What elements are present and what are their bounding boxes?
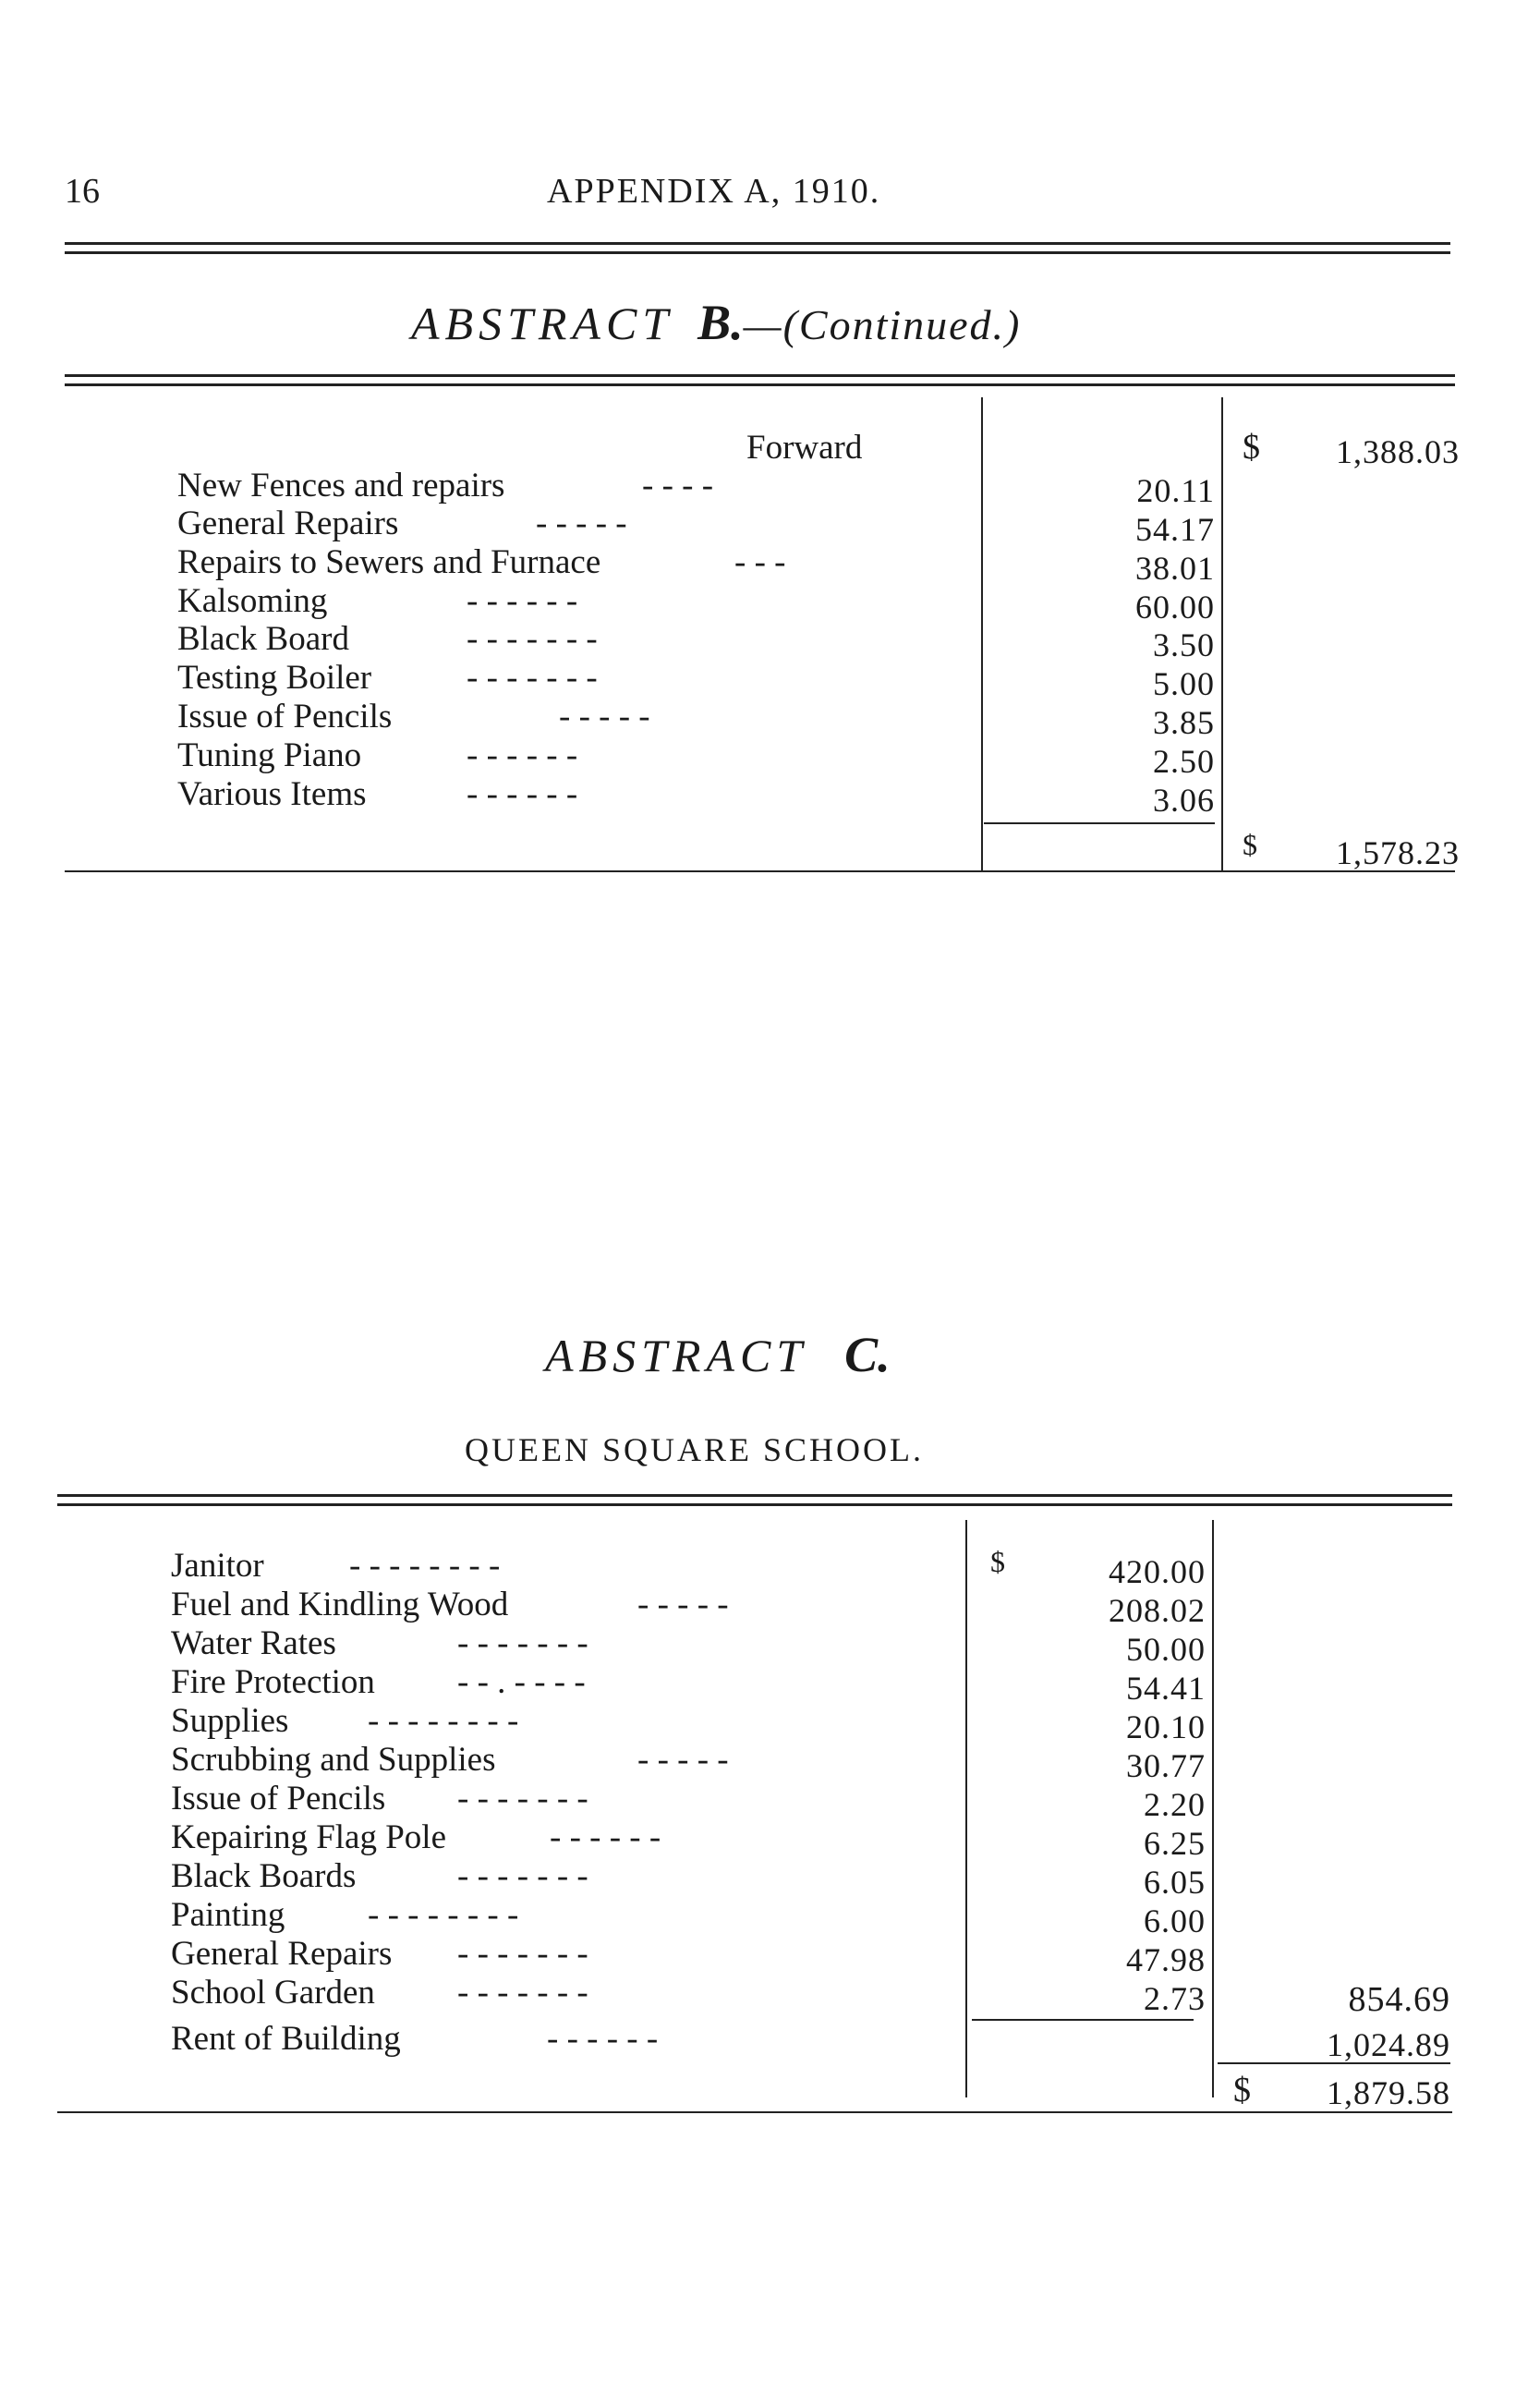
leader-dashes: - - - - <box>642 467 714 504</box>
abstract-c-subtotal: 854.69 <box>1348 1980 1450 2019</box>
item-amount: 60.00 <box>1135 589 1215 626</box>
item-amount: 38.01 <box>1135 550 1215 587</box>
item-amount: 50.00 <box>1126 1631 1206 1668</box>
item-amount: 6.05 <box>1144 1864 1206 1901</box>
leader-dashes: - - - - - <box>559 698 650 735</box>
item-amount: 5.00 <box>1153 665 1215 702</box>
leader-dashes: - - - - - - - <box>467 659 598 697</box>
abstract-b-row <box>177 504 398 543</box>
abstract-b-suffix: —(Continued.) <box>743 301 1022 348</box>
abstract-c-col-line-2 <box>1212 1520 1214 2097</box>
leader-dashes: - - - - - - <box>467 775 578 813</box>
abstract-c-sum-rule <box>972 2019 1194 2021</box>
abstract-c-title: ABSTRACT <box>545 1330 808 1381</box>
abstract-b-row <box>177 619 349 659</box>
abstract-b-row <box>177 697 392 736</box>
leader-dashes: - - - - - - - - <box>349 1547 501 1585</box>
leader-dashes: - - - - - - - - <box>368 1896 519 1934</box>
leader-dashes: - - - - - <box>637 1586 729 1623</box>
abstract-c-total-amount: 1,879.58 <box>1327 2074 1450 2111</box>
abstract-c-row <box>171 1662 375 1702</box>
item-label: Janitor <box>171 1547 264 1585</box>
forward-dollar: $ <box>1243 428 1260 467</box>
abstract-b-row <box>177 658 371 698</box>
header-rule-bottom <box>65 251 1450 254</box>
item-label: Supplies <box>171 1702 289 1740</box>
item-label: School Garden <box>171 1974 375 2012</box>
item-amount: 30.77 <box>1126 1747 1206 1784</box>
item-amount: 2.73 <box>1144 1980 1206 2017</box>
item-label: Kepairing Flag Pole <box>171 1818 447 1856</box>
item-label: Fire Protection <box>171 1663 375 1701</box>
abstract-b-total-amount: 1,578.23 <box>1336 834 1460 871</box>
item-label: Black Boards <box>171 1857 357 1895</box>
item-label: New Fences and repairs <box>177 467 505 504</box>
leader-dashes: - - - - - - - <box>457 1974 588 2012</box>
leader-dashes: - - - - - <box>637 1741 729 1779</box>
abstract-c-row <box>171 1585 508 1624</box>
abstract-c-row <box>171 1895 285 1935</box>
item-label: Issue of Pencils <box>177 698 393 735</box>
leader-dashes: - - - - - - - <box>457 1624 588 1662</box>
abstract-c-row <box>171 1740 495 1780</box>
item-label: Painting <box>171 1896 285 1934</box>
abstract-c-heading <box>545 1326 891 1383</box>
abstract-c-row <box>171 1779 385 1818</box>
leader-dashes: - - - <box>734 543 786 581</box>
rent-label: Rent of Building <box>171 2020 401 2058</box>
abstract-b-letter: B. <box>697 295 744 350</box>
item-label: General Repairs <box>177 504 399 542</box>
item-amount: 2.50 <box>1153 743 1215 780</box>
running-head: APPENDIX A, 1910. <box>547 172 881 211</box>
item-label: Scrubbing and Supplies <box>171 1741 496 1779</box>
abstract-b-row <box>177 735 361 775</box>
abstract-b-row <box>177 581 327 621</box>
item-label: Tuning Piano <box>177 736 362 774</box>
leader-dashes: - - - - - - <box>467 736 578 774</box>
abstract-b-rule-bottom <box>65 383 1455 386</box>
item-label: Various Items <box>177 775 367 813</box>
leader-dashes: - - . - - - - <box>457 1663 586 1701</box>
leader-dashes: - - - - - - - <box>457 1780 588 1817</box>
item-label: Repairs to Sewers and Furnace <box>177 543 601 581</box>
item-amount: 6.25 <box>1144 1825 1206 1862</box>
leader-dashes: - - - - - - <box>467 582 578 620</box>
item-amount: 6.00 <box>1144 1903 1206 1939</box>
abstract-b-total-dollar: $ <box>1243 828 1257 861</box>
item-label: Kalsoming <box>177 582 328 620</box>
leader-dashes: - - - - - - - <box>467 620 598 658</box>
abstract-b-row <box>177 774 367 814</box>
abstract-c-col-line-1 <box>965 1520 967 2097</box>
item-amount: 54.41 <box>1126 1670 1206 1707</box>
rent-amount: 1,024.89 <box>1327 2026 1450 2063</box>
abstract-c-letter: C. <box>844 1327 891 1382</box>
item-amount: 2.20 <box>1144 1786 1206 1823</box>
abstract-b-bottom-rule <box>65 870 1455 872</box>
abstract-c-first-dollar: $ <box>990 1545 1005 1578</box>
abstract-b-heading <box>411 294 1021 351</box>
school-name: QUEEN SQUARE SCHOOL. <box>465 1431 925 1468</box>
item-amount: 54.17 <box>1135 511 1215 548</box>
abstract-c-total-dollar: $ <box>1233 2071 1251 2109</box>
forward-amount: 1,388.03 <box>1336 433 1460 470</box>
abstract-c-row <box>171 1973 375 2012</box>
item-amount: 47.98 <box>1126 1941 1206 1978</box>
page-number: 16 <box>65 172 100 211</box>
item-amount: 3.85 <box>1153 704 1215 741</box>
abstract-c-row <box>171 1817 446 1857</box>
item-amount: 3.50 <box>1153 626 1215 663</box>
leader-dashes: - - - - - - <box>547 2020 659 2058</box>
item-label: Water Rates <box>171 1624 336 1662</box>
item-label: General Repairs <box>171 1935 393 1973</box>
abstract-b-row <box>177 542 600 582</box>
leader-dashes: - - - - - <box>536 504 627 542</box>
forward-label: Forward <box>746 429 863 467</box>
item-amount: 3.06 <box>1153 782 1215 819</box>
item-amount: 20.11 <box>1136 472 1215 509</box>
abstract-b-sum-rule <box>984 822 1215 824</box>
abstract-b-row <box>177 466 504 505</box>
leader-dashes: - - - - - - - - <box>368 1702 519 1740</box>
abstract-c-row <box>171 1856 356 1896</box>
abstract-c-row <box>171 1701 288 1741</box>
abstract-c-row <box>171 1623 336 1663</box>
abstract-c-bottom-rule <box>57 2111 1452 2113</box>
abstract-c-total-rule <box>1218 2062 1450 2064</box>
item-label: Issue of Pencils <box>171 1780 386 1817</box>
leader-dashes: - - - - - - - <box>457 1857 588 1895</box>
item-amount: 208.02 <box>1109 1592 1206 1629</box>
abstract-c-rule-top <box>57 1494 1452 1497</box>
abstract-c-row <box>171 1546 264 1586</box>
abstract-b-col-line-1 <box>981 397 983 870</box>
abstract-b-rule-top <box>65 374 1455 377</box>
abstract-c-row <box>171 1934 392 1974</box>
item-label: Testing Boiler <box>177 659 372 697</box>
abstract-b-col-line-2 <box>1221 397 1223 870</box>
header-rule-top <box>65 242 1450 245</box>
abstract-c-rule-bottom <box>57 1503 1452 1506</box>
leader-dashes: - - - - - - <box>550 1818 661 1856</box>
item-label: Black Board <box>177 620 349 658</box>
leader-dashes: - - - - - - - <box>457 1935 588 1973</box>
item-label: Fuel and Kindling Wood <box>171 1586 509 1623</box>
abstract-b-title: ABSTRACT <box>411 298 674 349</box>
item-amount: 20.10 <box>1126 1708 1206 1745</box>
item-amount: 420.00 <box>1109 1553 1206 1590</box>
